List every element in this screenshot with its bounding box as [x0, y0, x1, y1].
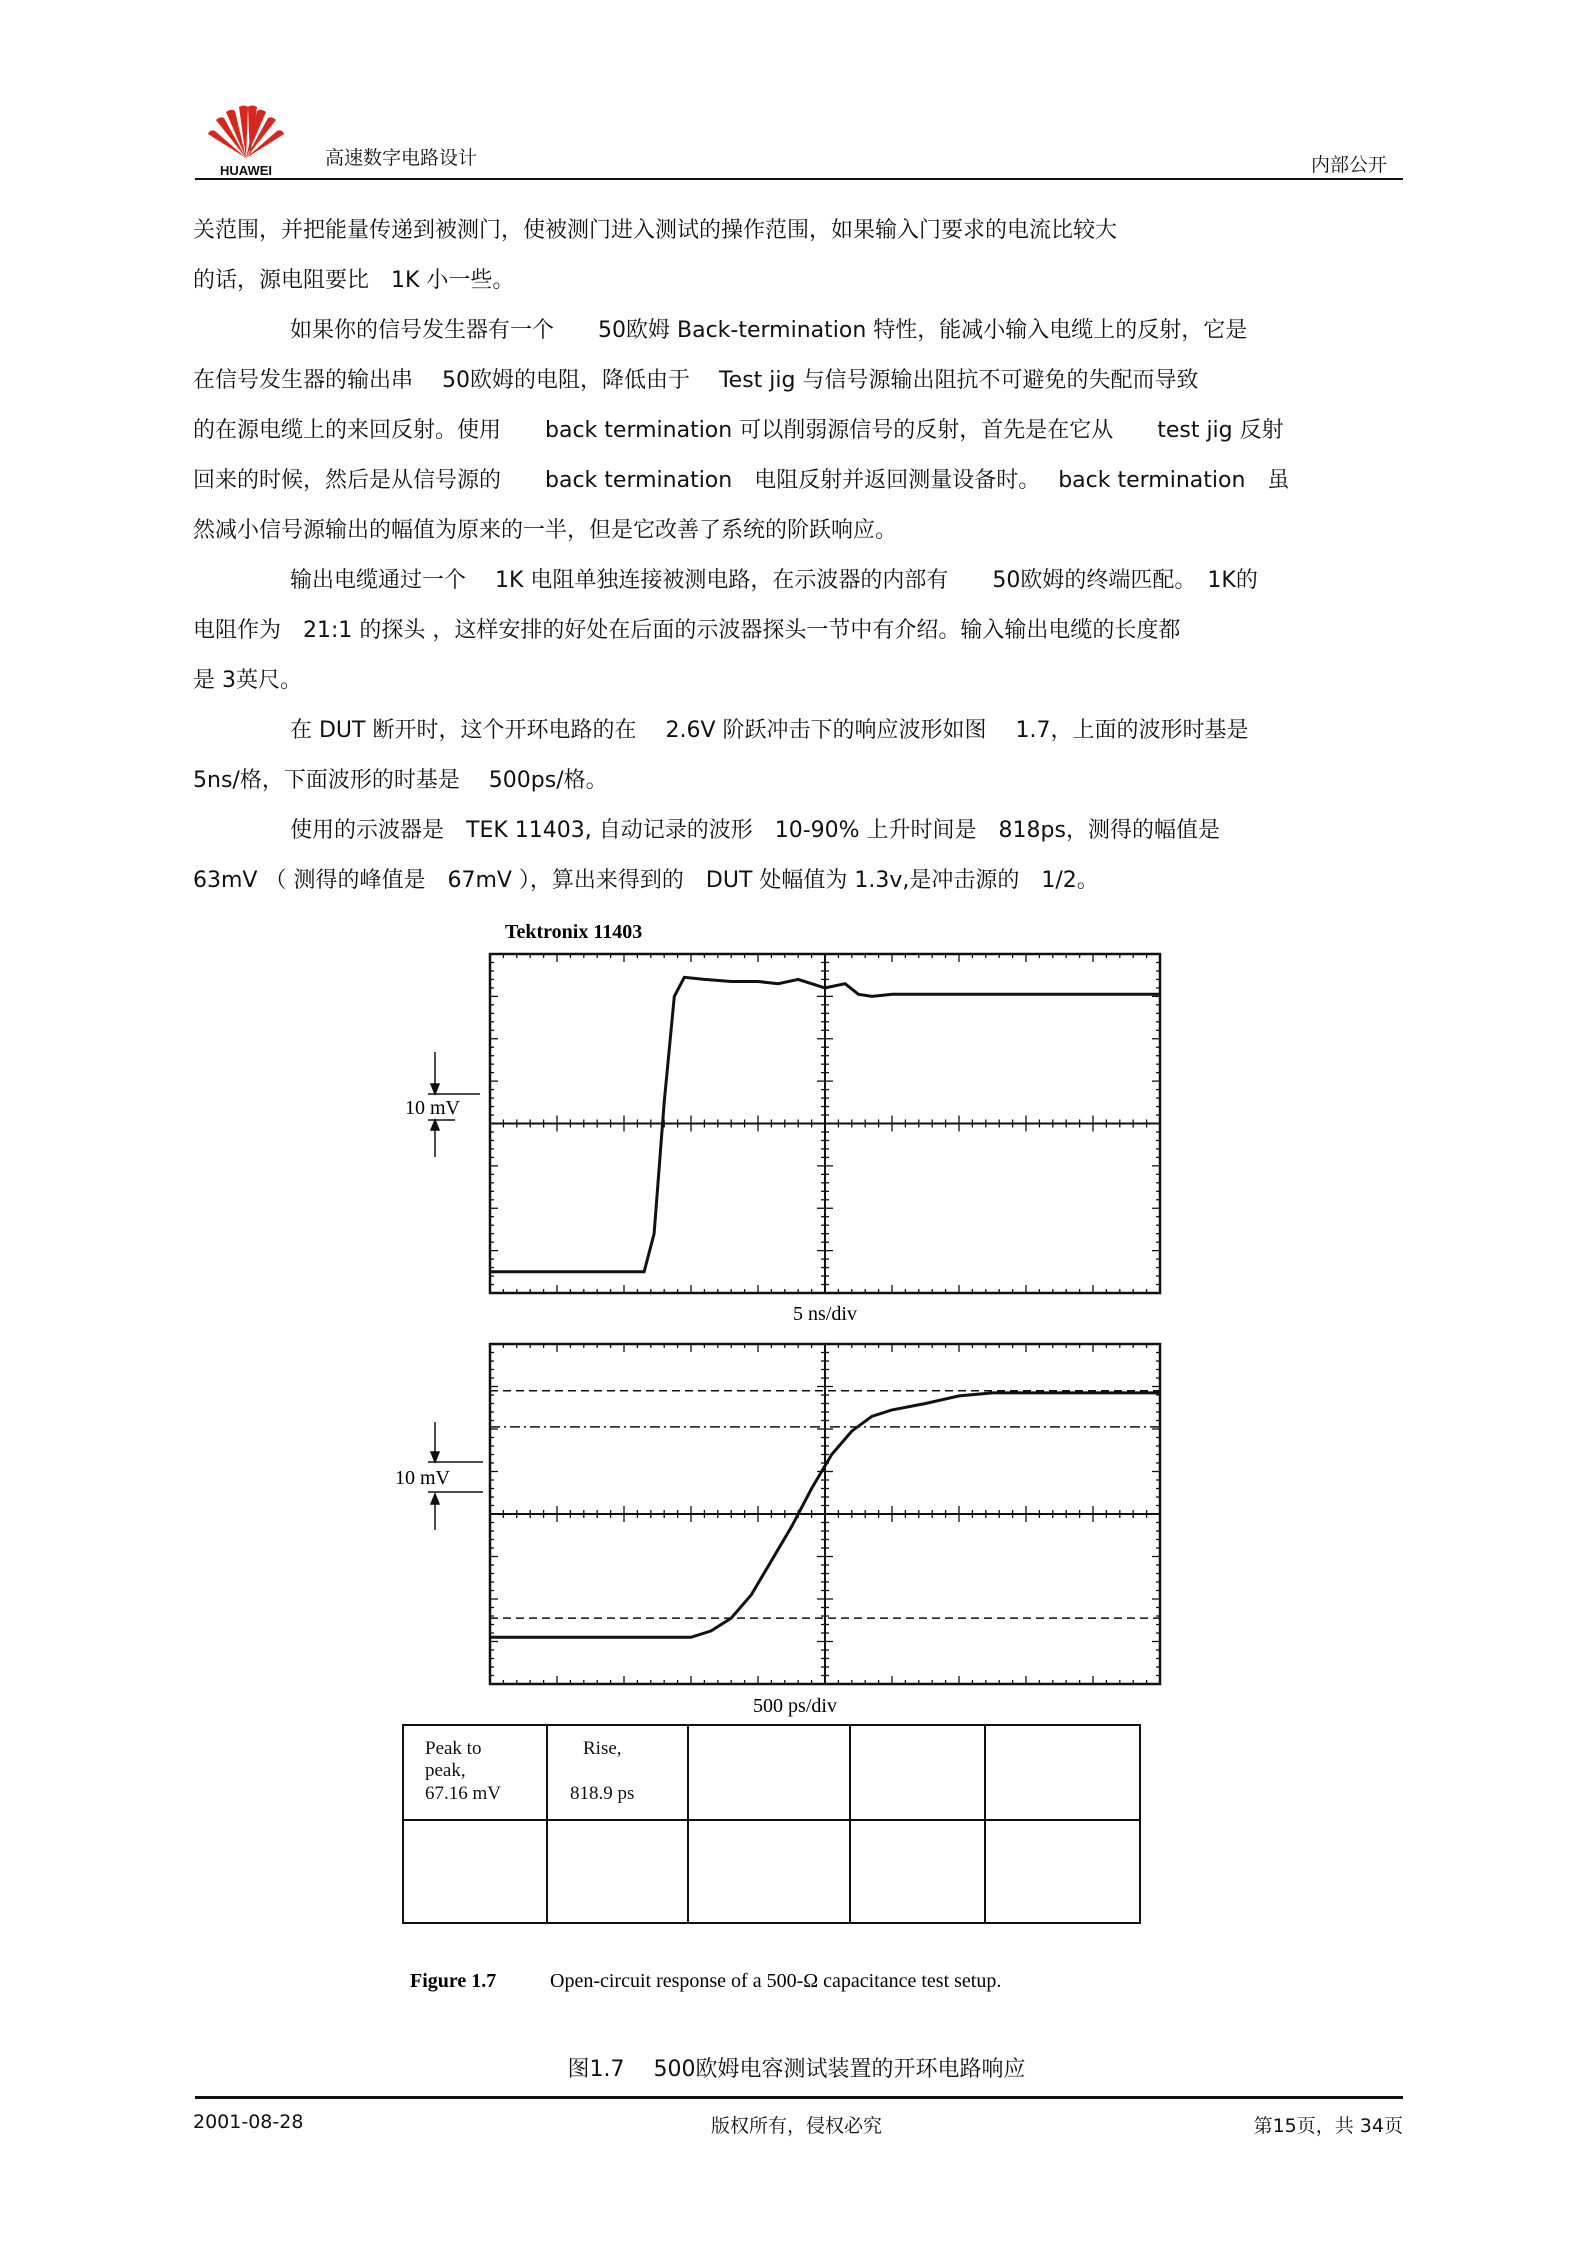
- document-title: 高速数字电路设计: [325, 147, 478, 169]
- paragraph-line: 关范围，并把能量传递到被测门，使被测门进入测试的操作范围，如果输入门要求的电流比较大: [193, 218, 1118, 243]
- scope-top-vscale-label: 10 mV: [405, 1097, 460, 1119]
- paragraph-line: 的话，源电阻要比 1K 小一些。: [193, 268, 515, 293]
- table-cell: 67.16 mV: [425, 1783, 501, 1804]
- logo-wordmark: HUAWEI: [220, 163, 272, 178]
- figure-caption-text: Open-circuit response of a 500-Ω capacitance test setup.: [550, 1970, 1002, 1992]
- paragraph-line: 63mV （ 测得的峰值是 67mV ），算出来得到的 DUT 处幅值为 1.3v,是冲击源的 1/2。: [193, 868, 1099, 893]
- instrument-label: Tektronix 11403: [505, 921, 643, 943]
- huawei-logo: [196, 98, 296, 178]
- paragraph-line: 在信号发生器的输出串 50欧姆的电阻，降低由于 Test jig 与信号源输出阻抗不可避免的失配而导致: [193, 368, 1199, 393]
- paragraph-line: 如果你的信号发生器有一个 50欧姆 Back-termination 特性，能减小输入电缆上的反射，它是: [290, 318, 1248, 343]
- paragraph-line: 在 DUT 断开时，这个开环电路的在 2.6V 阶跃冲击下的响应波形如图 1.7，上面的波形时基是: [290, 718, 1249, 743]
- scope-top-timebase: 5 ns/div: [793, 1303, 857, 1325]
- paragraph-line: 电阻作为 21:1 的探头 ，这样安排的好处在后面的示波器探头一节中有介绍。输入输出电缆的长度都: [193, 618, 1181, 643]
- footer-rule: [195, 2096, 1403, 2099]
- paragraph-line: 然减小信号源输出的幅值为原来的一半，但是它改善了系统的阶跃响应。: [193, 518, 898, 543]
- paragraph-line: 5ns/格，下面波形的时基是 500ps/格。: [193, 768, 608, 793]
- paragraph-line: 使用的示波器是 TEK 11403, 自动记录的波形 10-90% 上升时间是 818ps，测得的幅值是: [290, 818, 1220, 843]
- table-cell: peak,: [425, 1760, 466, 1781]
- scope-top-grid: [490, 954, 1160, 1293]
- table-cell: Rise,: [583, 1738, 622, 1759]
- figure-caption-chinese: 图1.7 500欧姆电容测试装置的开环电路响应: [567, 2057, 1026, 2082]
- footer-page-number: 第15页，共 34页: [1253, 2115, 1403, 2137]
- huawei-petals-icon: [208, 106, 284, 159]
- scope-bottom-grid: [490, 1344, 1160, 1684]
- classification-label: 内部公开: [1310, 154, 1387, 176]
- table-frame: [403, 1725, 1140, 1923]
- footer-date: 2001-08-28: [193, 2111, 304, 2133]
- figure-caption-number: Figure 1.7: [410, 1970, 497, 1992]
- paragraph-line: 回来的时候，然后是从信号源的 back termination 电阻反射并返回测量设备时。 back termination 虽: [193, 468, 1290, 493]
- table-cell: 818.9 ps: [570, 1783, 635, 1804]
- scope-bottom: [395, 1344, 1160, 1717]
- paragraph-line: 的在源电缆上的来回反射。使用 back termination 可以削弱源信号的反射，首先是在它从 test jig 反射: [193, 418, 1284, 443]
- measurement-table: [403, 1725, 1140, 1923]
- scope-top: [405, 954, 1160, 1325]
- body-text: [193, 206, 1408, 906]
- paragraph-line: 是 3英尺。: [193, 668, 302, 693]
- paragraph-line: 输出电缆通过一个 1K 电阻单独连接被测电路，在示波器的内部有 50欧姆的终端匹配。 1K的: [290, 568, 1258, 593]
- footer-copyright: 版权所有，侵权必究: [710, 2115, 882, 2137]
- scope-bottom-vscale-label: 10 mV: [395, 1467, 450, 1489]
- header-rule: [195, 178, 1403, 180]
- table-cell: Peak to: [425, 1738, 482, 1759]
- figure-1-7: [395, 912, 1175, 1997]
- scope-bottom-timebase: 500 ps/div: [753, 1695, 837, 1717]
